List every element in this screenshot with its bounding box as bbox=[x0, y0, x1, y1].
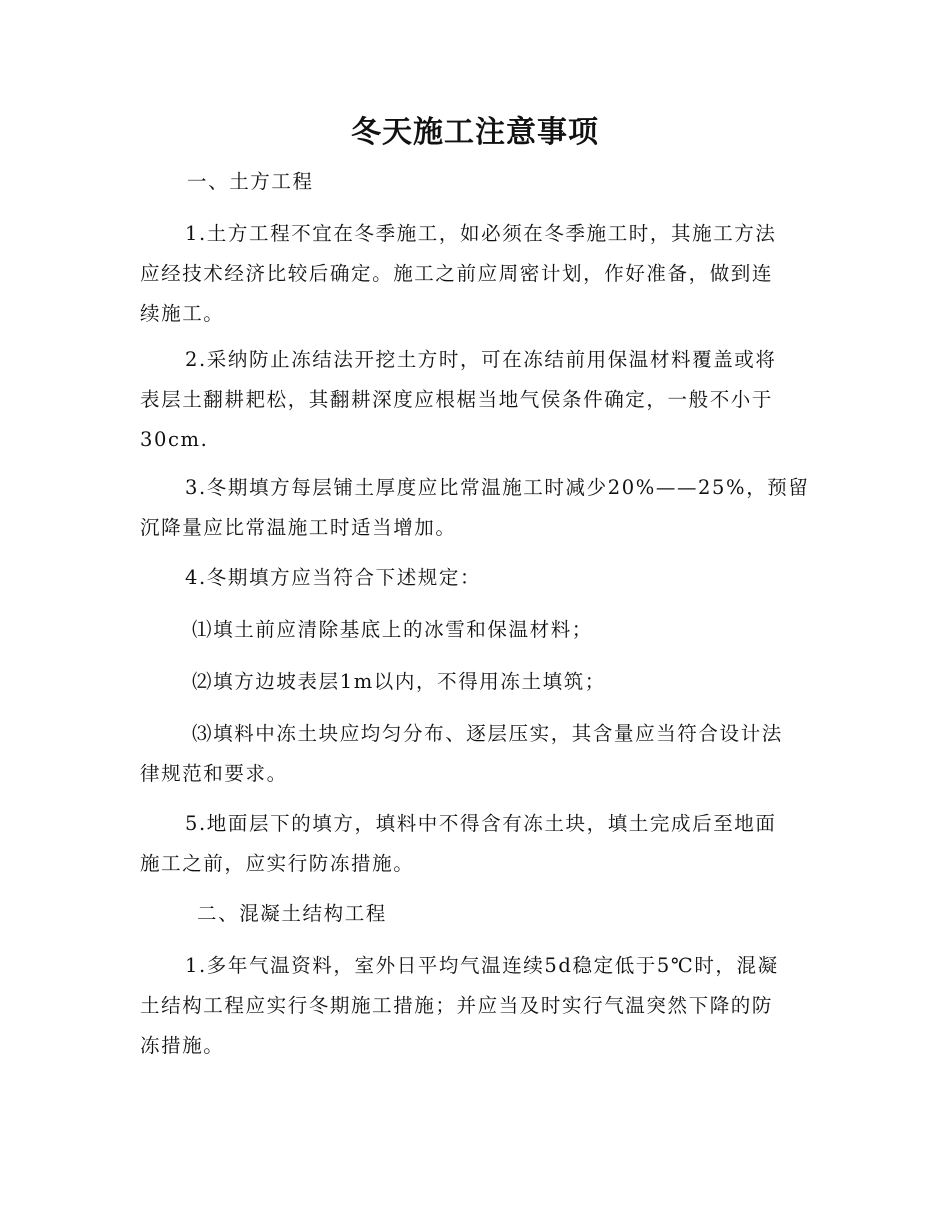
section-heading-earthwork bbox=[187, 162, 857, 202]
text-line: 表层土翻耕耙松，其翻耕深度应根椐当地气侯条件确定，一般不小于 bbox=[140, 388, 774, 411]
paragraph-item-1-5 bbox=[140, 804, 810, 884]
text-line: 应经技术经济比较后确定。施工之前应周密计划，作好准备，做到连 bbox=[140, 262, 774, 285]
text-line: 律规范和要求。 bbox=[140, 762, 288, 785]
text-line: ⑴填土前应清除基底上的冰雪和保温材料； bbox=[192, 618, 593, 641]
paragraph-item-1-1 bbox=[140, 214, 810, 334]
text-line: 3.冬期填方每层铺土厚度应比常温施工时减少20%——25%，预留 bbox=[185, 476, 810, 499]
text-line: 冻措施。 bbox=[140, 1034, 225, 1057]
text-line: 2.采纳防止冻结法开挖土方时，可在冻结前用保温材料覆盖或将 bbox=[185, 348, 777, 371]
text-line: 5.地面层下的填方，填料中不得含有冻土块，填土完成后至地面 bbox=[185, 812, 777, 835]
text-line: 土结构工程应实行冬期施工措施；并应当及时实行气温突然下降的防 bbox=[140, 994, 774, 1017]
paragraph-item-1-4-c bbox=[140, 714, 810, 794]
paragraph-item-1-4 bbox=[140, 558, 810, 598]
text-line: 1.多年气温资料，室外日平均气温连续5d稳定低于5℃时，混凝 bbox=[185, 954, 779, 977]
text-line: 沉降量应比常温施工时适当增加。 bbox=[140, 516, 457, 539]
paragraph-item-1-4-a bbox=[140, 610, 810, 650]
text-line: 30cm. bbox=[140, 428, 209, 451]
paragraph-item-1-3 bbox=[140, 468, 810, 548]
text-line: 二、混凝土结构工程 bbox=[197, 902, 387, 925]
document-title: 冬天施工注意事项 bbox=[351, 115, 599, 150]
text-line: ⑶填料中冻土块应均匀分布、逐层压实，其含量应当符合设计法 bbox=[192, 722, 783, 745]
text-line: 4.冬期填方应当符合下述规定： bbox=[185, 566, 482, 589]
paragraph-item-1-2 bbox=[140, 340, 810, 460]
text-line: 1.土方工程不宜在冬季施工，如必须在冬季施工时，其施工方法 bbox=[185, 222, 777, 245]
section-heading-concrete bbox=[197, 894, 867, 934]
text-line: 一、土方工程 bbox=[187, 170, 314, 193]
text-line: ⑵填方边坡表层1m以内，不得用冻土填筑； bbox=[192, 670, 606, 693]
text-line: 续施工。 bbox=[140, 302, 225, 325]
paragraph-item-1-4-b bbox=[140, 662, 810, 702]
paragraph-item-2-1 bbox=[140, 946, 810, 1066]
text-line: 施工之前，应实行防冻措施。 bbox=[140, 852, 415, 875]
